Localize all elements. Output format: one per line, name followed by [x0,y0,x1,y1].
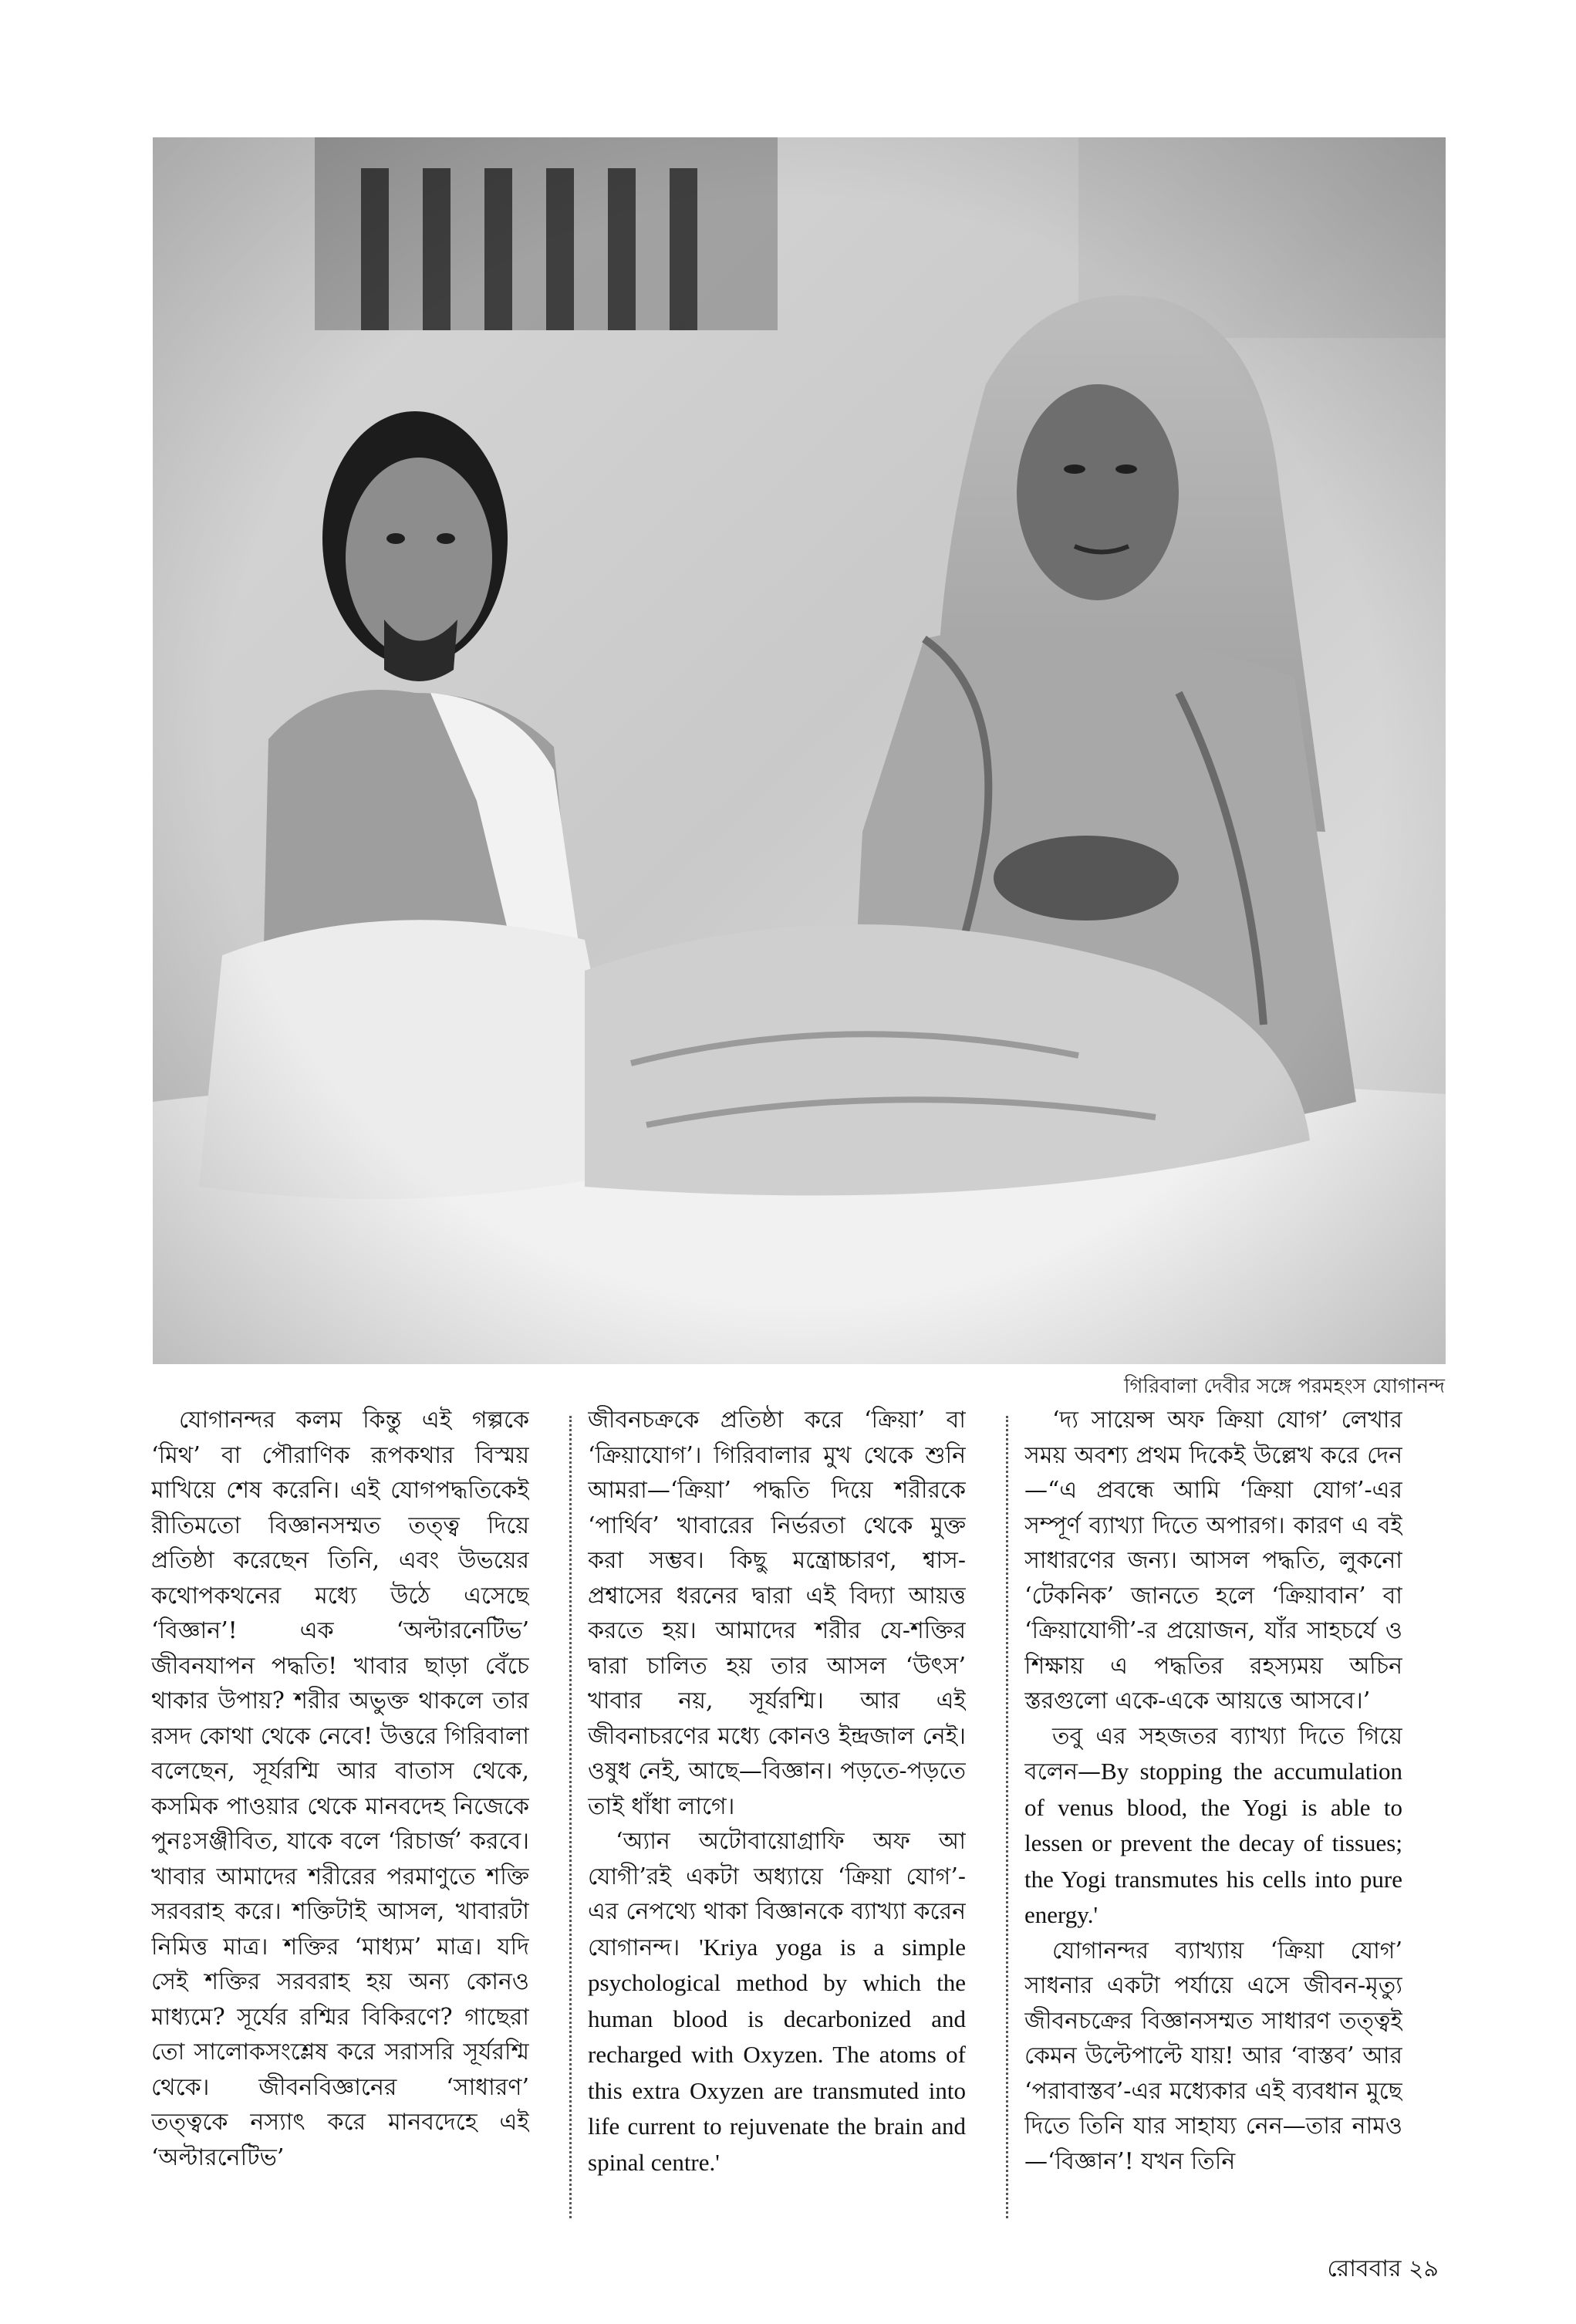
article-column-3 [1024,1403,1402,2221]
paragraph: যোগানন্দর ব্যাখ্যায় ‘ক্রিয়া যোগ’ সাধনার একটা পর্যায়ে এসে জীবন-মৃত্যু জীবনচক্রের বিজ্ঞানসম্মত সাধারণ তত্ত্বই কেমন উল্টেপাল্টে যায়! আর ‘বাস্তব’ আর ‘পরাবাস্তব’-এর মধ্যেকার এই ব্যবধান মুছে দিতে তিনি যার সাহায্য নেন—তার নামও—‘বিজ্ঞান’! যখন তিনি [1024,1937,1402,2175]
page-footer: রোববার ২৯ [1327,2255,1439,2282]
paragraph: জীবনচক্রকে প্রতিষ্ঠা করে ‘ক্রিয়া’ বা ‘ক্রিয়াযোগ’। গিরিবালার মুখ থেকে শুনি আমরা—‘ক্রিয়া’ পদ্ধতি দিয়ে শরীরকে ‘পার্থিব’ খাবারের নির্ভরতা থেকে মুক্ত করা সম্ভব। কিছু মন্ত্রোচ্চারণ, শ্বাস-প্রশ্বাসের ধরনের দ্বারা এই বিদ্যা আয়ত্ত করতে হয়। আমাদের শরীর যে-শক্তির দ্বারা চালিত হয় তার আসল ‘উৎস’ খাবার নয়, সূর্যরশ্মি। আর এই জীবনাচরণের মধ্যে কোনও ইন্দ্রজাল নেই। ওষুধ নেই, আছে—বিজ্ঞান। পড়তে-পড়তে তাই ধাঁধা লাগে। [588,1407,966,1820]
english-quote: By stopping the accumulation of venus blood, the Yogi is able to lessen or prevent the decay of tissues; the Yogi transmutes his cells into pure energy.' [1024,1758,1402,1928]
article-column-2 [588,1403,966,2221]
english-quote: 'Kriya yoga is a simple psychological method by which the human blood is decarbonized and recharged with Oxyzen. The atoms of this extra Oxyzen are transmuted into life current to rejuvenate the brain and spinal centre.' [588,1933,966,2176]
photograph-icon [153,137,1446,1364]
paragraph [588,1824,966,2180]
paragraph-bengali-text: তবু এর সহজতর ব্যাখ্যা দিতে গিয়ে বলেন— [1024,1722,1402,1785]
photograph [153,137,1446,1364]
paragraph: ‘দ্য সায়েন্স অফ ক্রিয়া যোগ’ লেখার সময় অবশ্য প্রথম দিকেই উল্লেখ করে দেন—“এ প্রবন্ধে আমি ‘ক্রিয়া যোগ’-এর সম্পূর্ণ ব্যাখ্যা দিতে অপারগ। কারণ এ বই সাধারণের জন্য। আসল পদ্ধতি, লুকনো ‘টেকনিক’ জানতে হলে ‘ক্রিয়াবান’ বা ‘ক্রিয়াযোগী’-র প্রয়োজন, যাঁর সাহচর্যে ও শিক্ষায় এ পদ্ধতির রহস্যময় অচিন স্তরগুলো একে-একে আয়ত্তে আসবে।’ [1024,1407,1402,1714]
paragraph-bengali-text: ‘অ্যান অটোবায়োগ্রাফি অফ আ যোগী’রই একটা অধ্যায়ে ‘ক্রিয়া যোগ’-এর নেপথ্যে থাকা বিজ্ঞানকে ব্যাখ্যা করেন যোগানন্দ। [588,1828,966,1961]
article-column-1 [151,1403,529,2221]
article-body [151,1403,1444,2221]
photo-caption: গিরিবালা দেবীর সঙ্গে পরমহংস যোগানন্দ [1124,1375,1445,1398]
paragraph [1024,1719,1402,1934]
paragraph: যোগানন্দর কলম কিন্তু এই গল্পকে ‘মিথ’ বা পৌরাণিক রূপকথার বিস্ময় মাখিয়ে শেষ করেনি। এই যোগপদ্ধতিকেই রীতিমতো বিজ্ঞানসম্মত তত্ত্ব দিয়ে প্রতিষ্ঠা করেছেন তিনি, এবং উভয়ের কথোপকথনের মধ্যে উঠে এসেছে ‘বিজ্ঞান’! এক ‘অল্টারনেটিভ’ জীবনযাপন পদ্ধতি! খাবার ছাড়া বেঁচে থাকার উপায়? শরীর অভুক্ত থাকলে তার রসদ কোথা থেকে নেবে! উত্তরে গিরিবালা বলেছেন, সূর্যরশ্মি আর বাতাস থেকে, কসমিক পাওয়ার থেকে মানবদেহ নিজেকে পুনঃসঞ্জীবিত, যাকে বলে ‘রিচার্জ’ করবে। খাবার আমাদের শরীরের পরমাণুতে শক্তি সরবরাহ করে। শক্তিটাই আসল, খাবারটা নিমিত্ত মাত্র। শক্তির ‘মাধ্যম’ মাত্র। যদি সেই শক্তির সরবরাহ হয় অন্য কোনও মাধ্যমে? সূর্যের রশ্মির বিকিরণে? গাছেরা তো সালোকসংশ্লেষ করে সরাসরি সূর্যরশ্মি থেকে। জীবনবিজ্ঞানের ‘সাধারণ’ তত্ত্বকে নস্যাৎ করে মানবদেহে এই ‘অল্টারনেটিভ’ [151,1407,529,2171]
